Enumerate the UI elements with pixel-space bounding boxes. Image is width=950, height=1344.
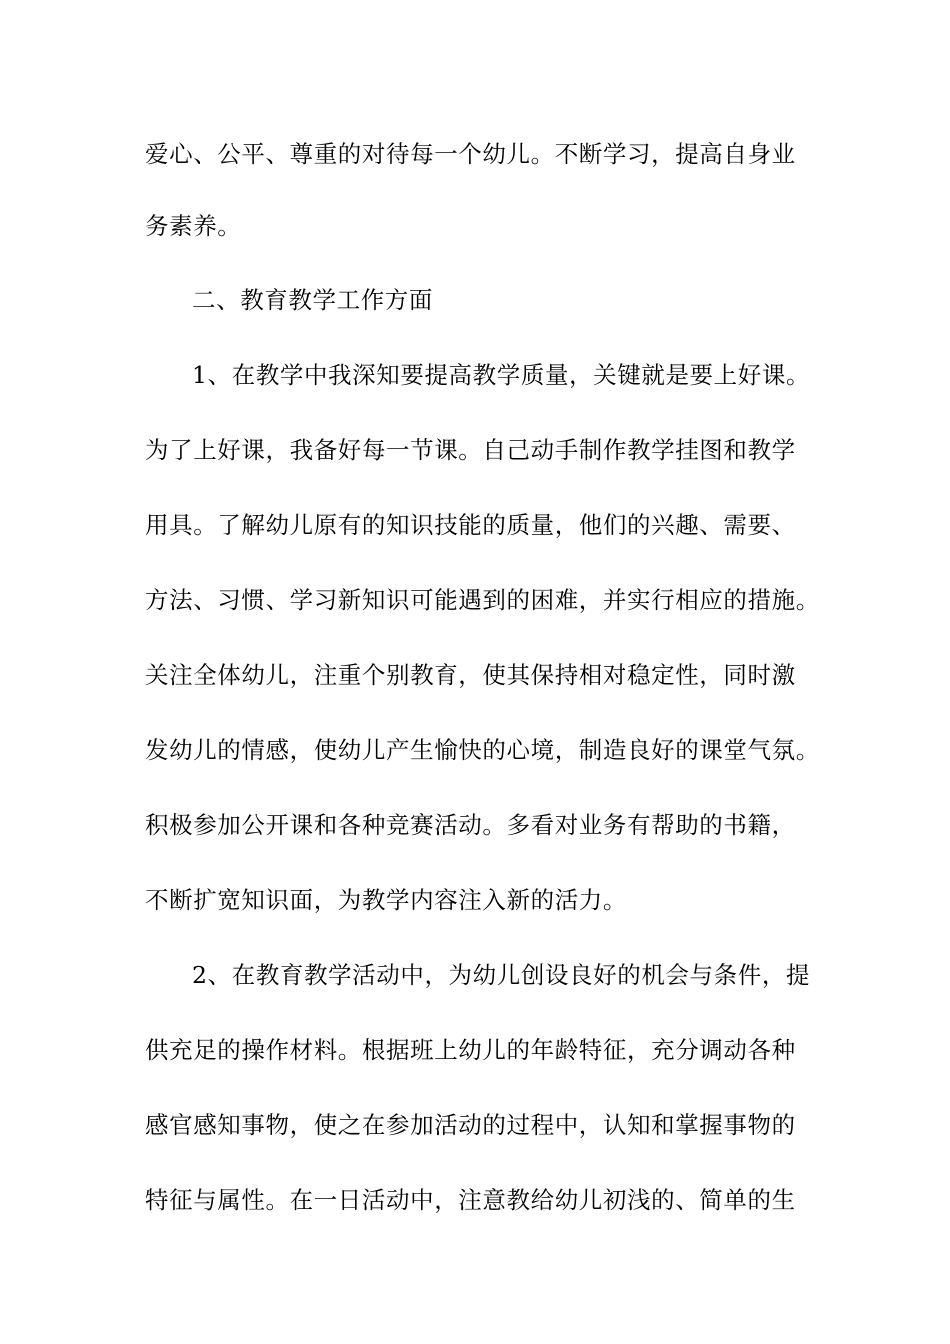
text-line: 务素养。 <box>145 212 242 240</box>
text-line: 爱心、公平、尊重的对待每一个幼儿。不断学习，提高自身业 <box>145 140 796 168</box>
text-line: 积极参加公开课和各种竞赛活动。多看对业务有帮助的书籍， <box>145 811 796 839</box>
paragraph-start: 1、在教学中我深知要提高教学质量，关键就是要上好课。 <box>192 361 811 389</box>
text-line: 特征与属性。在一日活动中，注意教给幼儿初浅的、简单的生 <box>145 1186 796 1214</box>
text-line: 用具。了解幼儿原有的知识技能的质量，他们的兴趣、需要、 <box>145 511 796 539</box>
paragraph-start: 2、在教育教学活动中，为幼儿创设良好的机会与条件，提 <box>192 961 811 989</box>
text-line: 供充足的操作材料。根据班上幼儿的年龄特征，充分调动各种 <box>145 1036 796 1064</box>
text-line: 不断扩宽知识面，为教学内容注入新的活力。 <box>145 886 627 914</box>
text-line: 为了上好课，我备好每一节课。自己动手制作教学挂图和教学 <box>145 436 796 464</box>
text-line: 发幼儿的情感，使幼儿产生愉快的心境，制造良好的课堂气氛。 <box>145 736 820 764</box>
section-heading: 二、教育教学工作方面 <box>192 286 433 314</box>
text-line: 方法、习惯、学习新知识可能遇到的困难，并实行相应的措施。 <box>145 586 820 614</box>
text-line: 关注全体幼儿，注重个别教育，使其保持相对稳定性，同时激 <box>145 661 796 689</box>
text-line: 感官感知事物，使之在参加活动的过程中，认知和掌握事物的 <box>145 1111 796 1139</box>
